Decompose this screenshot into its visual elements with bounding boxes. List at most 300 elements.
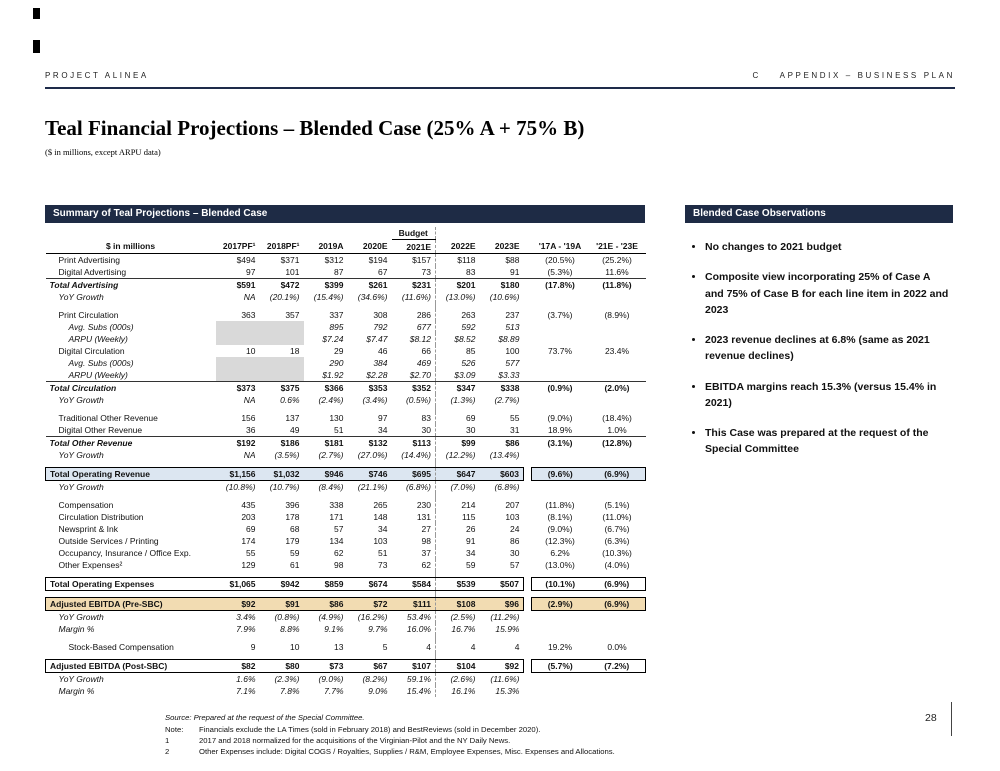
value-cell: 34: [436, 547, 480, 559]
value-cell: $80: [260, 660, 304, 673]
table-row: [46, 345, 646, 357]
value-cell: $99: [436, 437, 480, 450]
value-cell: (15.4%): [313, 292, 344, 302]
value-cell: $2.70: [409, 370, 431, 380]
value-cell: 55: [510, 413, 520, 423]
value-cell: [260, 321, 304, 333]
cagr-cell: (20.5%): [545, 255, 575, 265]
cagr-cell: (13.0%): [545, 560, 575, 570]
row-label: YoY Growth: [58, 292, 104, 302]
value-cell: 592: [436, 321, 480, 333]
value-cell: NA: [243, 450, 256, 460]
value-cell: $539: [436, 578, 480, 591]
row-label: YoY Growth: [58, 674, 104, 684]
value-cell: $157: [412, 255, 431, 265]
row-label: YoY Growth: [58, 395, 104, 405]
cagr-cell: (11.0%): [602, 512, 632, 522]
cagr-cell: (18.4%): [602, 413, 632, 423]
value-cell: 7.8%: [280, 686, 300, 696]
cagr-cell: (12.3%): [545, 536, 575, 546]
table-row: [46, 511, 646, 523]
cagr-cell: (5.7%): [532, 660, 589, 673]
footnote-text: Other Expenses include: Digital COGS / Royalties, Supplies / R&M, Employee Expenses, Misc. Expenses and Allocations.: [199, 747, 615, 757]
value-cell: (10.7%): [269, 482, 300, 492]
value-cell: $7.47: [366, 334, 388, 344]
value-cell: 97: [246, 267, 256, 277]
value-cell: $186: [260, 437, 304, 450]
value-cell: 4: [436, 641, 480, 653]
table-row: [46, 578, 646, 591]
value-cell: NA: [243, 292, 256, 302]
observation-item: • This Case was prepared at the request of the Special Committee: [705, 425, 949, 458]
cagr-cell: [532, 357, 589, 369]
footnote-text: 2017 and 2018 normalized for the acquisitions of the Virginian-Pilot and the NY Daily News.: [199, 736, 511, 746]
table-row: [46, 357, 646, 369]
value-cell: 18: [290, 346, 300, 356]
value-cell: $7.24: [322, 334, 344, 344]
value-cell: 7.7%: [324, 686, 344, 696]
value-cell: 384: [373, 358, 388, 368]
value-cell: (10.6%): [489, 292, 520, 302]
value-cell: 174: [241, 536, 256, 546]
value-cell: $73: [304, 660, 348, 673]
cagr-cell: (17.8%): [532, 279, 589, 292]
value-cell: (3.5%): [274, 450, 300, 460]
row-label: Print Advertising: [58, 255, 120, 265]
value-cell: 59: [436, 559, 480, 571]
value-cell: 895: [329, 322, 344, 332]
table-row: [46, 291, 646, 303]
value-cell: 214: [436, 499, 480, 511]
value-cell: (2.5%): [436, 611, 480, 624]
value-cell: $86: [304, 598, 348, 611]
value-cell: 66: [421, 346, 431, 356]
cagr-cell: [589, 333, 646, 345]
value-cell: $192: [216, 437, 260, 450]
row-label: Total Operating Expenses: [46, 578, 216, 591]
value-cell: 130: [329, 413, 344, 423]
value-cell: (8.2%): [362, 674, 388, 684]
cagr-cell: [532, 369, 589, 382]
value-cell: 179: [285, 536, 300, 546]
column-header-cagr: '21E - '23E: [589, 240, 646, 254]
value-cell: (13.0%): [436, 291, 480, 303]
page-number: 28: [925, 712, 937, 724]
cagr-cell: (10.1%): [532, 578, 589, 591]
row-label: YoY Growth: [58, 482, 104, 492]
table-row: [46, 547, 646, 559]
row-label: Adjusted EBITDA (Post-SBC): [46, 660, 216, 673]
value-cell: 30: [510, 548, 520, 558]
slide-header: [45, 71, 955, 80]
value-cell: 308: [373, 310, 388, 320]
cagr-cell: (11.8%): [589, 279, 646, 292]
value-cell: 34: [378, 524, 388, 534]
observations-panel-title: Blended Case Observations: [685, 205, 953, 223]
value-cell: 97: [378, 413, 388, 423]
value-cell: $8.12: [409, 334, 431, 344]
value-cell: 792: [373, 322, 388, 332]
observations-list: [685, 239, 953, 458]
value-cell: 171: [329, 512, 344, 522]
value-cell: 0.6%: [280, 395, 300, 405]
value-cell: 230: [416, 500, 431, 510]
value-cell: $104: [436, 660, 480, 673]
value-cell: 51: [378, 548, 388, 558]
cagr-cell: (6.9%): [589, 468, 646, 481]
value-cell: $373: [216, 382, 260, 395]
value-cell: (6.8%): [494, 482, 520, 492]
value-cell: (4.9%): [318, 612, 344, 622]
value-cell: (8.4%): [318, 482, 344, 492]
row-label: Circulation Distribution: [58, 512, 144, 522]
table-row: [46, 279, 646, 292]
value-cell: 435: [241, 500, 256, 510]
table-row: [46, 382, 646, 395]
value-cell: 203: [241, 512, 256, 522]
value-cell: $231: [392, 279, 436, 292]
value-cell: 67: [378, 267, 388, 277]
row-label: Adjusted EBITDA (Pre-SBC): [46, 598, 216, 611]
cagr-cell: [589, 623, 646, 635]
cagr-cell: (9.0%): [547, 524, 573, 534]
value-cell: 134: [329, 536, 344, 546]
value-cell: 30: [436, 424, 480, 437]
value-cell: $494: [236, 255, 256, 265]
row-label: Newsprint & Ink: [58, 524, 119, 534]
cagr-cell: 19.2%: [547, 642, 573, 652]
cagr-cell: [532, 333, 589, 345]
row-label: ARPU (Weekly): [68, 370, 128, 380]
value-cell: [260, 333, 304, 345]
table-row: [46, 641, 646, 653]
value-cell: (1.3%): [436, 394, 480, 406]
value-cell: 16.0%: [406, 624, 431, 634]
value-cell: 34: [378, 425, 388, 435]
cagr-cell: (9.0%): [547, 413, 573, 423]
table-row: [46, 523, 646, 535]
value-cell: 46: [378, 346, 388, 356]
row-label: Margin %: [58, 624, 95, 634]
row-label: YoY Growth: [58, 450, 104, 460]
value-cell: $1,156: [216, 468, 260, 481]
value-cell: $352: [392, 382, 436, 395]
value-cell: 26: [436, 523, 480, 535]
row-label: Print Circulation: [58, 310, 119, 320]
observation-item: • 2023 revenue declines at 6.8% (same as 2021 revenue declines): [705, 332, 949, 365]
table-row: [46, 623, 646, 635]
value-cell: $96: [480, 598, 524, 611]
value-cell: 59.1%: [406, 674, 431, 684]
value-cell: (2.7%): [494, 395, 520, 405]
value-cell: 29: [334, 346, 344, 356]
value-cell: $92: [480, 660, 524, 673]
cagr-cell: 6.2%: [550, 548, 570, 558]
value-cell: $946: [304, 468, 348, 481]
row-label: Compensation: [58, 500, 114, 510]
value-cell: $472: [260, 279, 304, 292]
cagr-cell: 18.9%: [547, 425, 573, 435]
footnote-label: 2: [165, 747, 170, 757]
cagr-cell: [532, 449, 589, 461]
value-cell: 86: [510, 536, 520, 546]
cagr-cell: (12.8%): [589, 437, 646, 450]
value-cell: 1.6%: [236, 674, 256, 684]
value-cell: [216, 357, 260, 369]
cagr-cell: [532, 673, 589, 686]
cagr-cell: (3.7%): [547, 310, 573, 320]
value-cell: 91: [436, 535, 480, 547]
cagr-cell: 23.4%: [604, 346, 630, 356]
value-cell: $695: [392, 468, 436, 481]
row-label: Stock-Based Compensation: [68, 642, 174, 652]
value-cell: 237: [505, 310, 520, 320]
table-row: [46, 598, 646, 611]
footnote-text: Financials exclude the LA Times (sold in February 2018) and BestReviews (sold in December 2020).: [199, 725, 541, 735]
value-cell: $86: [480, 437, 524, 450]
value-cell: [216, 369, 260, 382]
value-cell: $859: [304, 578, 348, 591]
value-cell: 7.9%: [236, 624, 256, 634]
value-cell: [260, 369, 304, 382]
cagr-cell: 73.7%: [547, 346, 573, 356]
value-cell: (0.8%): [274, 612, 300, 622]
row-label: Total Advertising: [46, 279, 216, 292]
cagr-cell: (8.9%): [604, 310, 630, 320]
notes-list: [165, 724, 615, 757]
value-cell: 148: [373, 512, 388, 522]
value-cell: $942: [260, 578, 304, 591]
value-cell: $312: [324, 255, 344, 265]
cagr-cell: (6.9%): [589, 598, 646, 611]
value-cell: 469: [416, 358, 431, 368]
budget-label: Budget: [392, 227, 436, 240]
value-cell: $67: [348, 660, 392, 673]
column-header-year: 2018PF¹: [260, 240, 304, 254]
value-cell: 10: [290, 642, 300, 652]
value-cell: 24: [510, 524, 520, 534]
value-cell: (0.5%): [405, 395, 431, 405]
cagr-cell: [532, 321, 589, 333]
value-cell: 87: [334, 267, 344, 277]
cagr-cell: 11.6%: [605, 267, 629, 277]
table-row: [46, 559, 646, 571]
cagr-cell: [589, 611, 646, 624]
table-row: [46, 333, 646, 345]
value-cell: $353: [348, 382, 392, 395]
cagr-cell: [589, 481, 646, 494]
table-row: [46, 660, 646, 673]
cagr-cell: (25.2%): [602, 255, 632, 265]
row-label: Total Other Revenue: [46, 437, 216, 450]
value-cell: $584: [392, 578, 436, 591]
value-cell: 16.7%: [436, 623, 480, 635]
column-header-year: 2022E: [436, 240, 480, 254]
value-cell: 9: [250, 642, 256, 652]
cagr-cell: (4.0%): [604, 560, 630, 570]
row-label: Digital Other Revenue: [58, 425, 143, 435]
value-cell: $118: [436, 254, 480, 267]
value-cell: $3.33: [498, 370, 520, 380]
value-cell: $1,065: [216, 578, 260, 591]
value-cell: $82: [216, 660, 260, 673]
value-cell: 73: [421, 267, 431, 277]
value-cell: 577: [505, 358, 520, 368]
project-name: PROJECT ALINEA: [45, 71, 149, 80]
value-cell: (2.3%): [274, 674, 300, 684]
value-cell: 37: [421, 548, 431, 558]
value-cell: 115: [436, 511, 480, 523]
value-cell: 7.1%: [236, 686, 256, 696]
footnote-label: Note:: [165, 725, 184, 735]
value-cell: 338: [329, 500, 344, 510]
value-cell: 3.4%: [236, 612, 256, 622]
value-cell: $746: [348, 468, 392, 481]
value-cell: 9.7%: [368, 624, 388, 634]
value-cell: 61: [290, 560, 300, 570]
cagr-cell: [589, 291, 646, 303]
cagr-cell: (3.1%): [532, 437, 589, 450]
cagr-cell: (7.2%): [589, 660, 646, 673]
value-cell: $132: [348, 437, 392, 450]
column-header-label: $ in millions: [46, 240, 216, 254]
value-cell: 9.0%: [368, 686, 388, 696]
cagr-cell: (2.0%): [589, 382, 646, 395]
cagr-cell: (11.8%): [545, 500, 575, 510]
table-row: [46, 499, 646, 511]
cagr-cell: [532, 394, 589, 406]
value-cell: $180: [480, 279, 524, 292]
row-label: Margin %: [58, 686, 95, 696]
table-row: [46, 254, 646, 267]
value-cell: $111: [392, 598, 436, 611]
value-cell: 10: [246, 346, 256, 356]
table-row: [46, 481, 646, 494]
cagr-cell: [589, 369, 646, 382]
cagr-cell: [589, 321, 646, 333]
value-cell: 53.4%: [406, 612, 431, 622]
value-cell: $108: [436, 598, 480, 611]
column-header-year: 2020E: [348, 240, 392, 254]
value-cell: $8.52: [436, 333, 480, 345]
source-note: Source: Prepared at the request of the Special Committee.: [165, 713, 365, 722]
table-row: [46, 309, 646, 321]
value-cell: 30: [421, 425, 431, 435]
table-row: [46, 673, 646, 686]
value-cell: $91: [260, 598, 304, 611]
value-cell: 15.4%: [406, 686, 431, 696]
cagr-cell: (6.9%): [589, 578, 646, 591]
cagr-cell: [532, 481, 589, 494]
row-spacer: [46, 591, 646, 598]
value-cell: (10.8%): [225, 482, 256, 492]
value-cell: 131: [416, 512, 431, 522]
value-cell: $92: [216, 598, 260, 611]
value-cell: 263: [436, 309, 480, 321]
value-cell: 91: [510, 267, 520, 277]
projections-table-panel: [45, 205, 645, 697]
row-label: Total Circulation: [46, 382, 216, 395]
value-cell: $347: [436, 382, 480, 395]
table-row: [46, 468, 646, 481]
value-cell: $107: [392, 660, 436, 673]
value-cell: $366: [304, 382, 348, 395]
value-cell: 69: [436, 412, 480, 424]
value-cell: (21.1%): [357, 482, 388, 492]
column-header-year: 2019A: [304, 240, 348, 254]
value-cell: 4: [426, 642, 431, 652]
footnote: [165, 724, 615, 735]
value-cell: [216, 321, 260, 333]
value-cell: $194: [368, 255, 388, 265]
cagr-cell: (10.3%): [602, 548, 632, 558]
value-cell: 62: [421, 560, 431, 570]
cagr-cell: (9.6%): [532, 468, 589, 481]
value-cell: 286: [416, 310, 431, 320]
observations-panel: [685, 205, 953, 472]
table-panel-title: Summary of Teal Projections – Blended Case: [45, 205, 645, 223]
value-cell: $201: [436, 279, 480, 292]
cagr-cell: [589, 673, 646, 686]
value-cell: 5: [382, 642, 388, 652]
row-label: YoY Growth: [58, 612, 104, 622]
value-cell: 15.3%: [495, 686, 520, 696]
value-cell: (6.8%): [405, 482, 431, 492]
value-cell: 31: [510, 425, 520, 435]
value-cell: 57: [510, 560, 520, 570]
value-cell: 51: [334, 425, 344, 435]
value-cell: $338: [480, 382, 524, 395]
cagr-cell: (6.3%): [604, 536, 630, 546]
value-cell: $674: [348, 578, 392, 591]
value-cell: $113: [392, 437, 436, 450]
value-cell: 137: [285, 413, 300, 423]
value-cell: 178: [285, 512, 300, 522]
cagr-cell: (2.9%): [532, 598, 589, 611]
table-row: [46, 424, 646, 437]
row-label: Digital Advertising: [58, 267, 127, 277]
financial-projections-table: [45, 227, 646, 697]
row-label: Avg. Subs (000s): [68, 358, 134, 368]
value-cell: $181: [304, 437, 348, 450]
cagr-cell: [589, 685, 646, 697]
value-cell: 526: [436, 357, 480, 369]
value-cell: $603: [480, 468, 524, 481]
value-cell: $8.89: [498, 334, 520, 344]
value-cell: 156: [241, 413, 256, 423]
value-cell: (2.6%): [436, 673, 480, 686]
value-cell: (11.6%): [490, 674, 520, 684]
value-cell: $507: [480, 578, 524, 591]
value-cell: 357: [285, 310, 300, 320]
value-cell: 15.9%: [495, 624, 520, 634]
observation-item: • No changes to 2021 budget: [705, 239, 949, 255]
value-cell: 68: [290, 524, 300, 534]
value-cell: (13.4%): [489, 450, 520, 460]
table-row: [46, 412, 646, 424]
value-cell: NA: [243, 395, 256, 405]
footnotes-block: [165, 712, 615, 758]
table-row: [46, 685, 646, 697]
cagr-cell: (0.9%): [532, 382, 589, 395]
value-cell: 129: [241, 560, 256, 570]
value-cell: 83: [436, 266, 480, 279]
value-cell: 337: [329, 310, 344, 320]
value-cell: 69: [246, 524, 256, 534]
column-header-year: 2017PF¹: [216, 240, 260, 254]
page-edge-rule: [951, 702, 952, 736]
value-cell: (9.0%): [318, 674, 344, 684]
